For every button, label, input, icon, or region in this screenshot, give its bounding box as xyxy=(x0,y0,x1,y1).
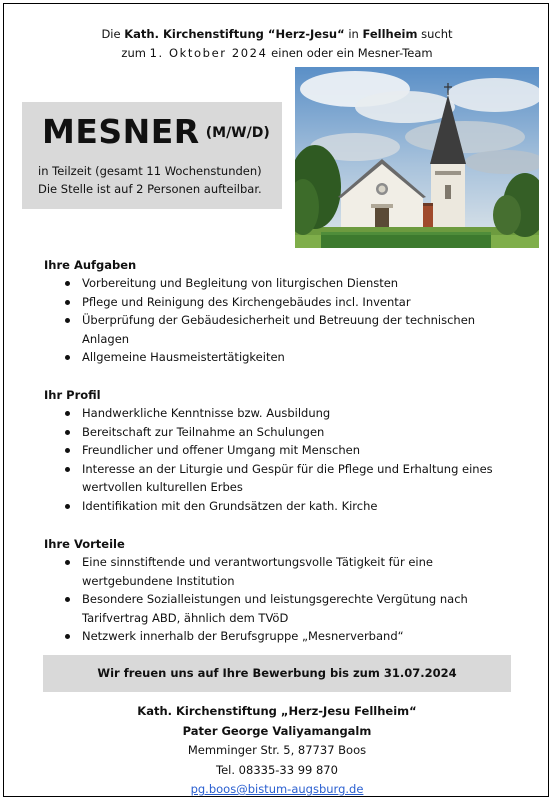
section-heading-profil: Ihr Profil xyxy=(44,388,101,402)
intro-line-1 xyxy=(0,25,554,44)
position-split-note: Die Stelle ist auf 2 Personen aufteilbar. xyxy=(38,182,262,196)
intro-organization: Kath. Kirchenstiftung “Herz-Jesu“ xyxy=(124,27,345,41)
intro-text: einen oder ein Mesner-Team xyxy=(271,46,433,60)
contact-email-link[interactable]: pg.boos@bistum-augsburg.de xyxy=(190,782,364,796)
list-item: Netzwerk innerhalb der Berufsgruppe „Mesnerverband“ xyxy=(44,627,514,646)
contact-organization: Kath. Kirchenstiftung „Herz-Jesu Fellheim“ xyxy=(137,704,417,718)
intro-text: sucht xyxy=(421,27,453,41)
contact-address: Memminger Str. 5, 87737 Boos xyxy=(187,743,367,757)
contact-phone: Tel. 08335-33 99 870 xyxy=(216,762,338,777)
contact-person: Pater George Valiyamangalm xyxy=(182,723,372,738)
section-heading-vorteile: Ihre Vorteile xyxy=(44,537,125,551)
list-item: Pflege und Reinigung des Kirchengebäudes incl. Inventar xyxy=(44,293,514,312)
section-heading-aufgaben: Ihre Aufgaben xyxy=(44,258,137,272)
list-item: Handwerkliche Kenntnisse bzw. Ausbildung xyxy=(44,404,514,423)
job-title-text: MESNER xyxy=(42,112,200,151)
church-photo xyxy=(295,67,539,248)
list-item: Identifikation mit den Grundsätzen der kath. Kirche xyxy=(44,497,514,516)
list-item: Besondere Sozialleistungen und leistungsgerechte Vergütung nach Tarifvertrag ABD, ähnlich dem TVöD xyxy=(44,590,514,627)
list-item: Eine sinnstiftende und verantwortungsvolle Tätigkeit für eine wertgebundene Institution xyxy=(44,553,514,590)
list-item: Interesse an der Liturgie und Gespür für die Pflege und Erhaltung eines wertvollen kulturellen Erbes xyxy=(44,460,514,497)
application-deadline-banner: Wir freuen uns auf Ihre Bewerbung bis zum 31.07.2024 xyxy=(43,655,511,692)
contact-block xyxy=(0,702,554,800)
list-item: Bereitschaft zur Teilnahme an Schulungen xyxy=(44,423,514,442)
working-hours: in Teilzeit (gesamt 11 Wochenstunden) xyxy=(38,164,262,178)
intro-text: zum xyxy=(121,46,146,60)
list-item: Freundlicher und offener Umgang mit Menschen xyxy=(44,441,514,460)
job-title xyxy=(42,112,270,151)
list-vorteile xyxy=(44,553,514,646)
list-item: Vorbereitung und Begleitung von liturgischen Diensten xyxy=(44,274,514,293)
list-item: Allgemeine Hausmeistertätigkeiten xyxy=(44,348,514,367)
intro-start-date: 1. Oktober 2024 xyxy=(149,46,268,60)
job-title-box xyxy=(22,102,282,209)
list-item: Überprüfung der Gebäudesicherheit und Betreuung der technischen Anlagen xyxy=(44,311,514,348)
gender-note: (M/W/D) xyxy=(205,125,270,141)
list-aufgaben xyxy=(44,274,514,367)
intro-text: in xyxy=(348,27,359,41)
intro-place: Fellheim xyxy=(362,27,418,41)
intro-line-2 xyxy=(0,44,554,63)
intro-text: Die xyxy=(101,27,121,41)
list-profil xyxy=(44,404,514,515)
job-subinfo xyxy=(38,162,262,198)
